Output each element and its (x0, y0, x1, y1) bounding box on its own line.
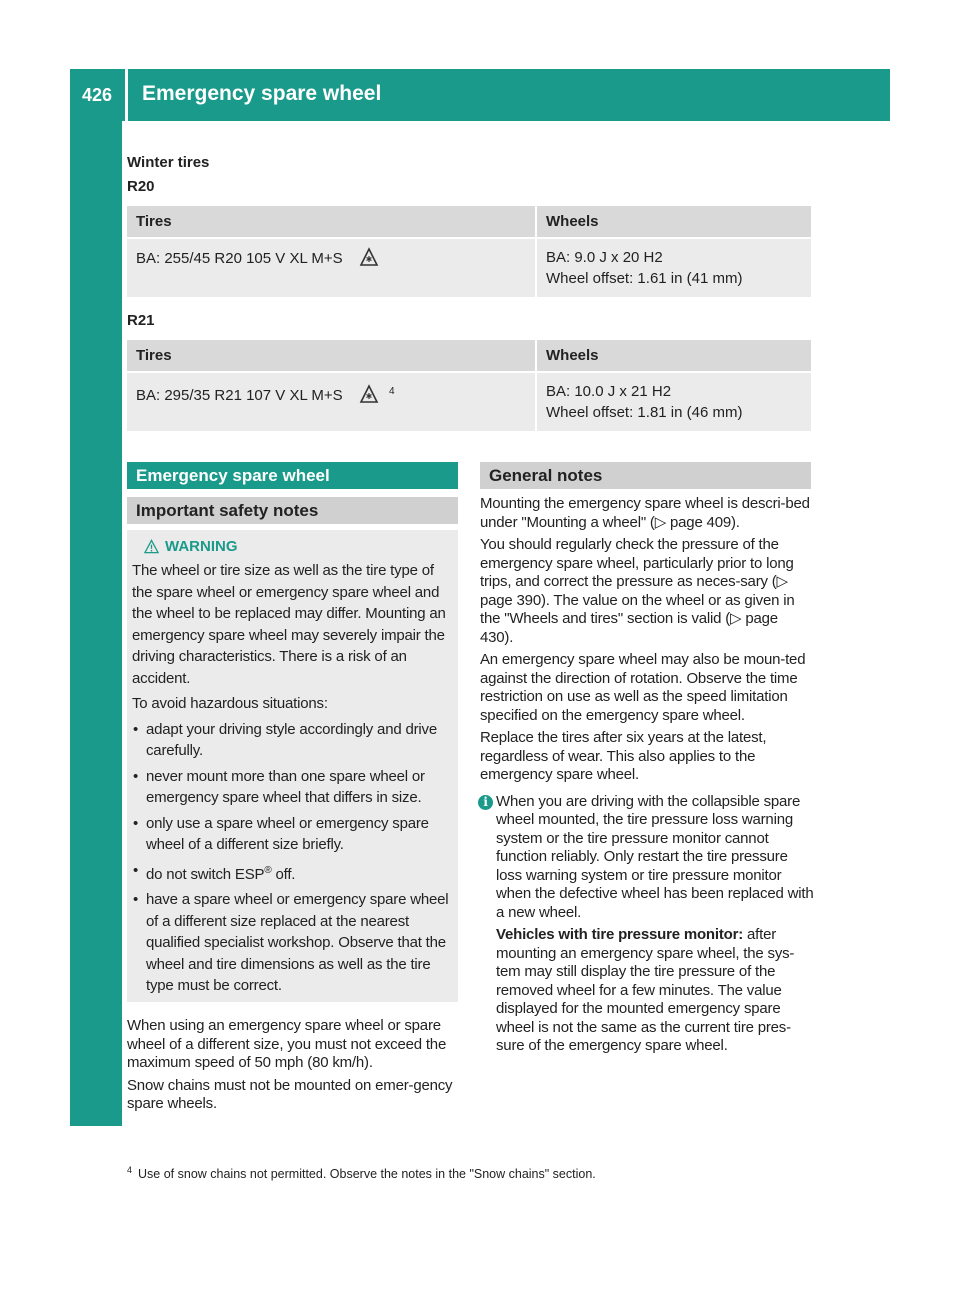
r21-wheel-offset: Wheel offset: 1.81 in (46 mm) (546, 404, 743, 421)
header-divider (125, 69, 128, 121)
list-item: • have a spare wheel or emergency spare wheel of a different size replaced at the nearest qualified specialist workshop. Observe that the wheel and tire dimensions as well as the tire type must be correct. (132, 889, 454, 997)
warning-triangle-icon (144, 539, 159, 554)
header-title: Emergency spare wheel (142, 82, 382, 105)
warning-box (127, 530, 458, 1002)
warning-label: WARNING (165, 538, 238, 555)
page-header (70, 69, 890, 121)
subsection-title-safety-notes: Important safety notes (127, 497, 458, 524)
r20-table (127, 206, 811, 297)
r21-tire-cell (127, 371, 537, 431)
footnote-number: 4 (127, 1165, 133, 1175)
footnote-ref[interactable]: 4 (389, 386, 395, 397)
paragraph: An emergency spare wheel may also be moun-ted against the direction of rotation. Observe the time restriction on use as well as the speed limitation specified on the emergency spare wheel. (480, 651, 806, 724)
r20-col-tires: Tires (127, 206, 537, 237)
warning-intro: To avoid hazardous situations: (132, 695, 328, 712)
table-row (127, 237, 811, 297)
info-text: When you are driving with the collapsible spare wheel mounted, the tire pressure loss warning system or the tire pressure monitor cannot function reliably. Only restart the tire pressure loss warning system or tire pressure monitor when the defective wheel has been replaced with a new wheel. (496, 792, 814, 921)
warning-text: The wheel or tire size as well as the tire type of the spare wheel or emergency spare wheel and the wheel to be replaced may differ. Mounting an emergency spare wheel may severely impair the driving characteristics. There is a risk of an accident. (132, 562, 446, 687)
registered-mark: ® (264, 864, 272, 876)
section-title-general-notes: General notes (480, 462, 811, 489)
list-item: • do not switch ESP® off. (132, 860, 454, 886)
r20-tire: BA: 255/45 R20 105 V XL M+S (136, 250, 343, 267)
r21-table (127, 340, 811, 431)
paragraph: Mounting the emergency spare wheel is descri-bed under "Mounting a wheel" (▷ page 409). (480, 495, 810, 531)
r21-label: R21 (127, 312, 155, 329)
snowflake-mountain-icon (359, 247, 379, 267)
footnote (127, 1165, 596, 1181)
r20-col-wheels: Wheels (537, 206, 811, 237)
paragraph: Replace the tires after six years at the latest, regardless of wear. This also applies to the emergency spare wheel. (480, 729, 767, 783)
info-text-2: Vehicles with tire pressure monitor: after mounting an emergency spare wheel, the sys-tem may still display the tire pressure of the removed wheel for a few minutes. The value displayed for the mounted emergency spare wheel is not the same as the current tire pres-sure of the emergency spare wheel. (496, 926, 795, 1054)
left-body (127, 1017, 461, 1118)
section-title-emergency-spare-wheel: Emergency spare wheel (127, 462, 458, 489)
right-body (480, 495, 814, 1060)
r20-tire-cell (127, 237, 537, 297)
r21-tire: BA: 295/35 R21 107 V XL M+S (136, 387, 343, 404)
footnote-text: Use of snow chains not permitted. Observe the notes in the "Snow chains" section. (138, 1167, 596, 1182)
r20-wheel-offset: Wheel offset: 1.61 in (41 mm) (546, 270, 743, 287)
paragraph: Snow chains must not be mounted on emer-gency spare wheels. (127, 1076, 453, 1112)
info-note (480, 793, 814, 1056)
r21-col-tires: Tires (127, 340, 537, 371)
warning-heading (132, 536, 454, 560)
r21-col-wheels: Wheels (537, 340, 811, 371)
r20-wheel-cell (537, 237, 811, 297)
r20-wheel-size: BA: 9.0 J x 20 H2 (546, 249, 663, 266)
r21-wheel-cell (537, 371, 811, 431)
paragraph: You should regularly check the pressure of the emergency spare wheel, particularly prior to long trips, and correct the pressure as neces-sary (▷ page 390). The value on the wheel or as given in the "Wheels and tires" section is valid (▷ page 430). (480, 536, 795, 646)
list-item: • only use a spare wheel or emergency spare wheel of a different size briefly. (132, 813, 454, 856)
list-item: • never mount more than one spare wheel or emergency spare wheel that differs in size. (132, 766, 454, 809)
r20-label: R20 (127, 178, 155, 195)
winter-tires-heading: Winter tires (127, 154, 210, 171)
page-number: 426 (82, 85, 113, 105)
list-item: • adapt your driving style accordingly and drive carefully. (132, 719, 454, 762)
snowflake-mountain-icon (359, 384, 379, 404)
info-icon: i (478, 795, 493, 810)
table-row (127, 371, 811, 431)
r21-wheel-size: BA: 10.0 J x 21 H2 (546, 383, 672, 400)
paragraph: When using an emergency spare wheel or spare wheel of a different size, you must not exceed the maximum speed of 50 mph (80 km/h). (127, 1017, 447, 1071)
